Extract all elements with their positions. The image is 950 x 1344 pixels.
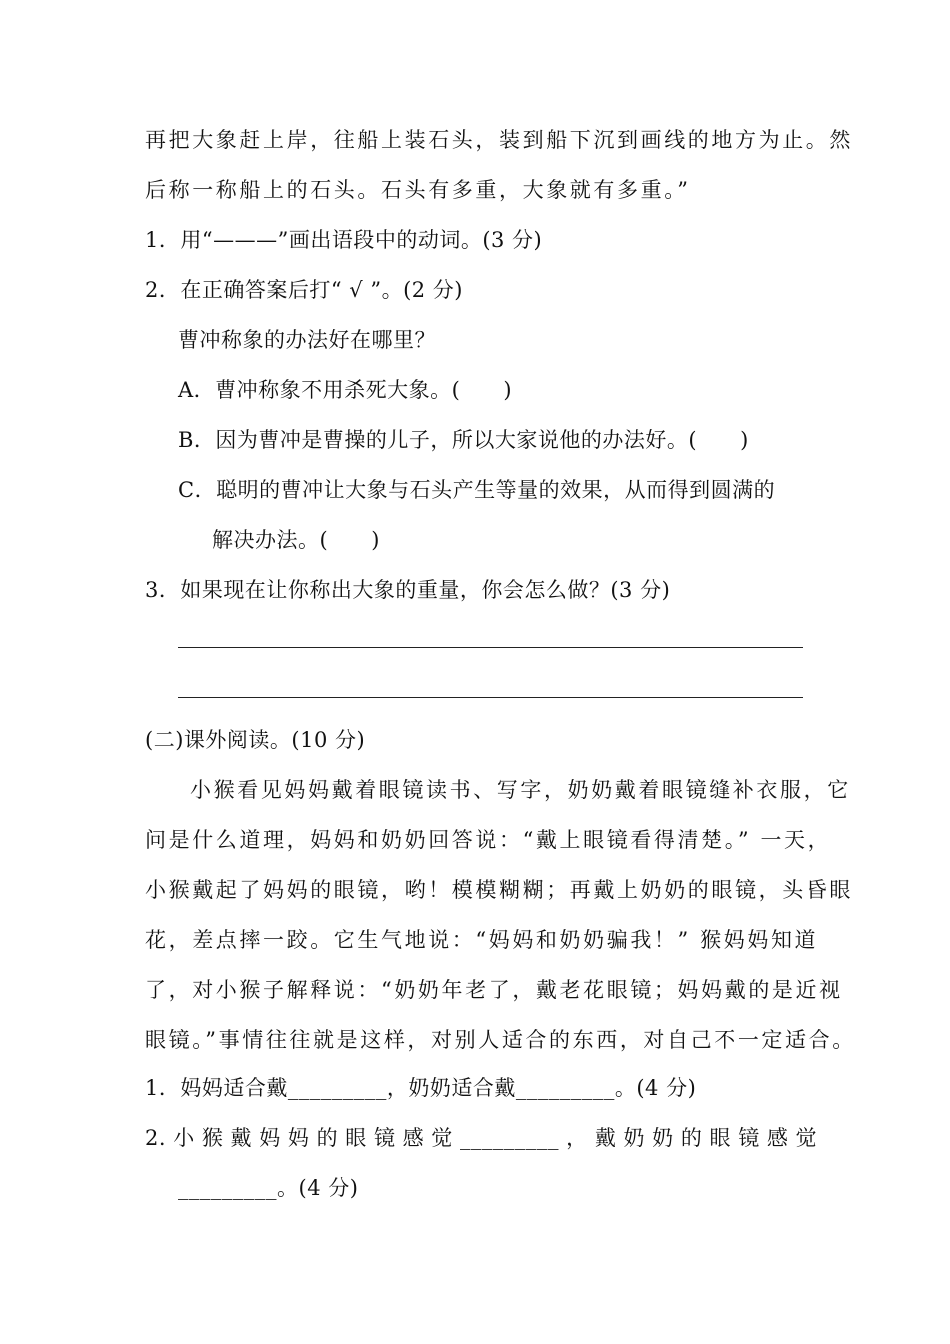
question-1: 1．用“———”画出语段中的动词。(3 分) [145, 228, 543, 252]
section-heading: (二)课外阅读。(10 分) [145, 728, 366, 752]
question-2-prompt: 曹冲称象的办法好在哪里？ [178, 328, 436, 352]
reading-line-4: 花，差点摔一跤。它生气地说：“妈妈和奶奶骗我！” 猴妈妈知道 [145, 928, 819, 952]
reading-question-2-continued[interactable]: _________。(4 分) [178, 1176, 359, 1200]
option-b[interactable]: B．因为曹冲是曹操的儿子，所以大家说他的办法好。( ) [178, 428, 749, 452]
answer-line-2[interactable] [178, 697, 803, 698]
passage-line-1: 再把大象赶上岸，往船上装石头，装到船下沉到画线的地方为止。然 [145, 128, 853, 152]
option-c-continued[interactable]: 解决办法。( ) [212, 528, 380, 552]
reading-question-2[interactable]: 2. 小 猴 戴 妈 妈 的 眼 镜 感 觉 _________ ， 戴 奶 奶 的 眼 镜 感 觉 [145, 1126, 818, 1150]
reading-line-6: 眼镜。”事情往往就是这样，对别人适合的东西，对自己不一定适合。 [145, 1028, 856, 1052]
question-3: 3．如果现在让你称出大象的重量，你会怎么做？(3 分) [145, 578, 671, 602]
reading-question-1[interactable]: 1．妈妈适合戴_________，奶奶适合戴_________。(4 分) [145, 1076, 697, 1100]
passage-line-2: 后称一称船上的石头。石头有多重，大象就有多重。” [145, 178, 691, 202]
reading-line-5: 了，对小猴子解释说：“奶奶年老了，戴老花眼镜；妈妈戴的是近视 [145, 978, 843, 1002]
answer-line-1[interactable] [178, 647, 803, 648]
reading-line-1: 小猴看见妈妈戴着眼镜读书、写字，奶奶戴着眼镜缝补衣服，它 [190, 778, 851, 802]
option-c[interactable]: C．聪明的曹冲让大象与石头产生等量的效果，从而得到圆满的 [178, 478, 776, 502]
reading-line-2: 问是什么道理，妈妈和奶奶回答说：“戴上眼镜看得清楚。” 一天， [145, 828, 832, 852]
question-2: 2．在正确答案后打“ √ ”。(2 分) [145, 278, 463, 302]
reading-line-3: 小猴戴起了妈妈的眼镜，哟！模模糊糊；再戴上奶奶的眼镜，头昏眼 [145, 878, 853, 902]
option-a[interactable]: A．曹冲称象不用杀死大象。( ) [178, 378, 513, 402]
